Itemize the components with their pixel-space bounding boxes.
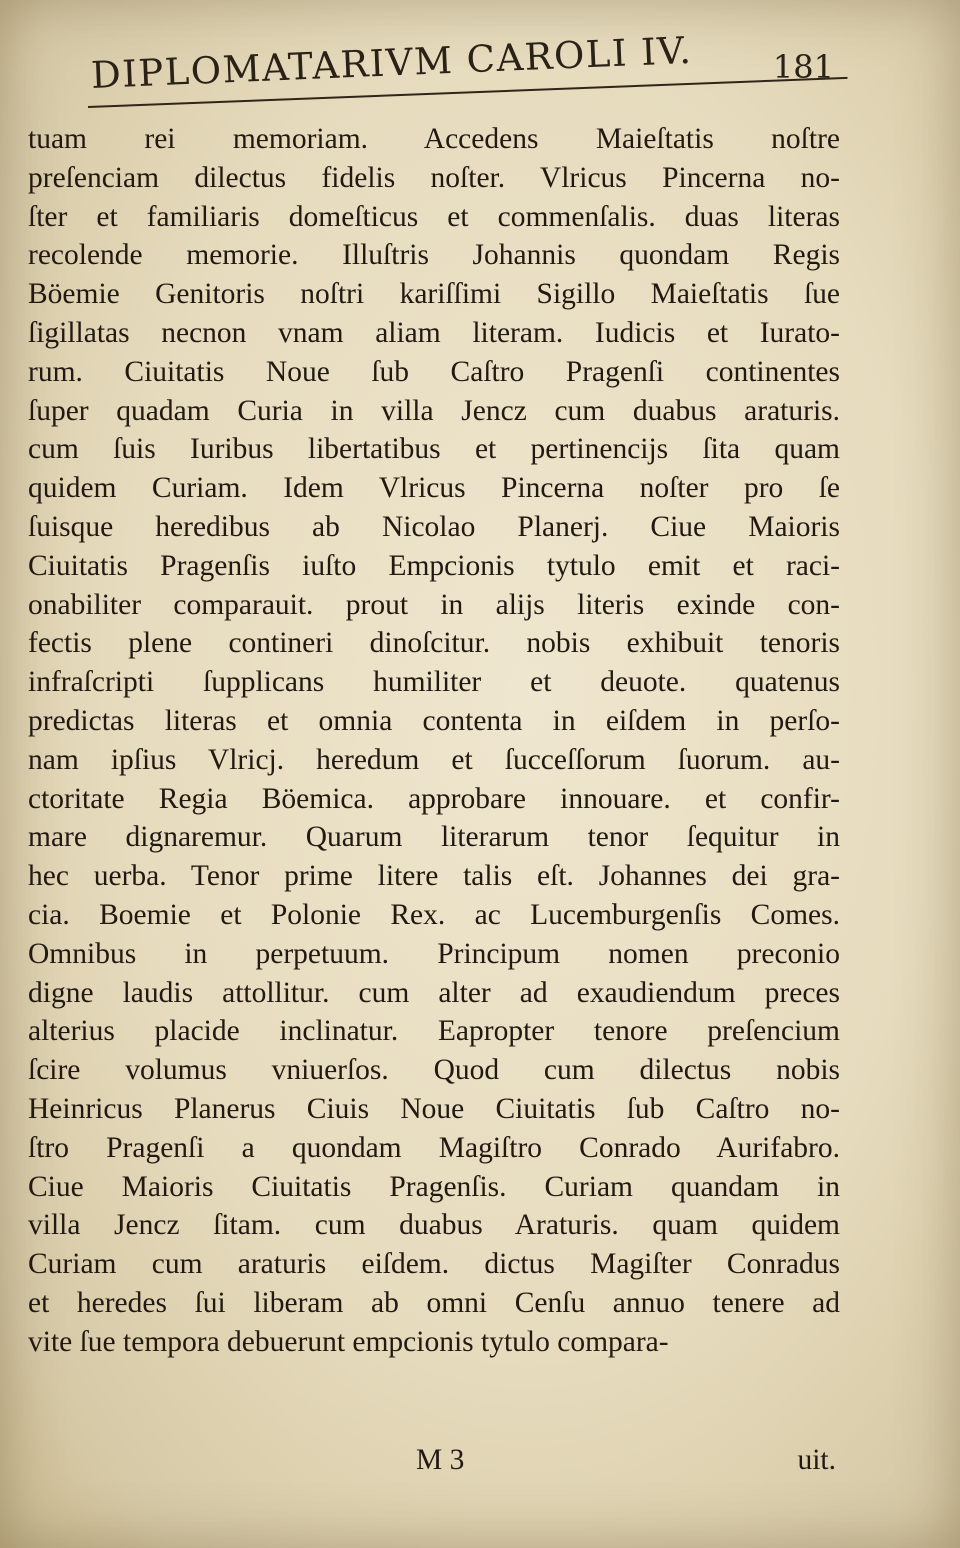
text-line: ſuisque heredibus ab Nicolao Planerj. Ciue Maioris [28, 510, 840, 543]
text-line: ſigillatas necnon vnam aliam literam. Iudicis et Iurato- [28, 316, 840, 349]
text-line: Böemie Genitoris noſtri kariſſimi Sigillo Maieſtatis ſue [28, 278, 840, 311]
text-line: Curiam cum araturis eiſdem. dictus Magiſter Conradus [28, 1248, 840, 1281]
text-line: ſter et familiaris domeſticus et commenſalis. duas literas [28, 200, 840, 233]
text-line: digne laudis attollitur. cum alter ad exaudiendum preces [28, 976, 840, 1009]
running-title: DIPLOMATARIVM CAROLI IV. [90, 28, 694, 98]
text-line: quidem Curiam. Idem Vlricus Pincerna noſter pro ſe [28, 472, 840, 505]
text-line: vite ſue tempora debuerunt empcionis tytulo compara- [28, 1325, 669, 1358]
text-line: cum ſuis Iuribus libertatibus et pertinencijs ſita quam [28, 433, 840, 466]
text-line: Ciuitatis Pragenſis iuſto Empcionis tytulo emit et raci- [28, 549, 840, 582]
text-line: villa Jencz ſitam. cum duabus Araturis. quam quidem [28, 1209, 840, 1242]
text-line: preſenciam dilectus fidelis noſter. Vlricus Pincerna no- [28, 161, 840, 194]
text-line: onabiliter comparauit. prout in alijs literis exinde con- [28, 588, 840, 621]
catchword: uit. [797, 1444, 836, 1476]
text-line: rum. Ciuitatis Noue ſub Caſtro Pragenſi continentes [28, 355, 840, 388]
page-number: 181 [772, 48, 834, 86]
page-footer [28, 1440, 840, 1488]
body-text [28, 120, 840, 1440]
text-line: predictas literas et omnia contenta in eiſdem in perſo- [28, 704, 840, 737]
text-line: fectis plene contineri dinoſcitur. nobis exhibuit tenoris [28, 627, 840, 660]
text-line: nam ipſius Vlricj. heredum et ſucceſſorum ſuorum. au- [28, 743, 840, 776]
text-line: recolende memorie. Illuſtris Johannis quondam Regis [28, 239, 840, 272]
text-line: cia. Boemie et Polonie Rex. ac Lucemburgenſis Comes. [28, 898, 840, 931]
text-line: et heredes ſui liberam ab omni Cenſu annuo tenere ad [28, 1286, 840, 1319]
page-header [88, 28, 848, 108]
text-line: ſuper quadam Curia in villa Jencz cum duabus araturis. [28, 394, 840, 427]
text-line: ſcire volumus vniuerſos. Quod cum dilectus nobis [28, 1054, 840, 1087]
text-line: Ciue Maioris Ciuitatis Pragenſis. Curiam quandam in [28, 1170, 840, 1203]
text-line: Omnibus in perpetuum. Principum nomen preconio [28, 937, 840, 970]
text-line: alterius placide inclinatur. Eapropter tenore preſencium [28, 1015, 840, 1048]
text-line: tuam rei memoriam. Accedens Maieſtatis noſtre [28, 123, 840, 155]
text-line: infraſcripti ſupplicans humiliter et deuote. quatenus [28, 666, 840, 699]
signature-mark: M 3 [416, 1444, 465, 1476]
text-line: ſtro Pragenſi a quondam Magiſtro Conrado Aurifabro. [28, 1131, 840, 1164]
text-line: Heinricus Planerus Ciuis Noue Ciuitatis ſub Caſtro no- [28, 1092, 840, 1125]
text-line: mare dignaremur. Quarum literarum tenor ſequitur in [28, 821, 840, 854]
text-line: ctoritate Regia Böemica. approbare innouare. et confir- [28, 782, 840, 815]
text-line: hec uerba. Tenor prime litere talis eſt. Johannes dei gra- [28, 860, 840, 893]
